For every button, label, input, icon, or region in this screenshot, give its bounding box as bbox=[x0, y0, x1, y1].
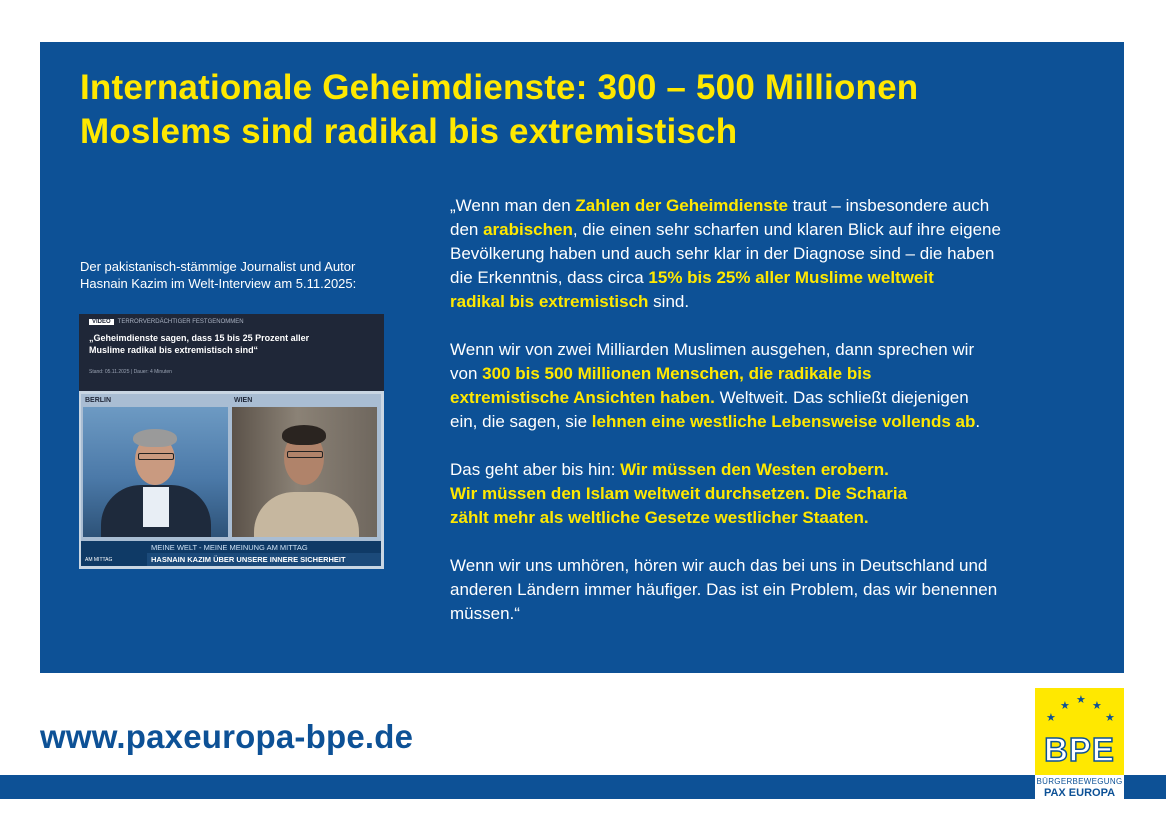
presenter-video bbox=[83, 407, 228, 537]
video-frame bbox=[81, 394, 381, 566]
logo-subtitle: BÜRGERBEWEGUNG bbox=[1036, 777, 1123, 786]
text-run: sind. bbox=[648, 292, 690, 311]
text-run: . bbox=[975, 412, 981, 431]
quote-paragraph bbox=[450, 194, 1110, 314]
image-caption bbox=[80, 258, 400, 292]
interview-screenshot bbox=[79, 314, 384, 569]
star-icon: ★ bbox=[1046, 712, 1056, 724]
headline-line: Moslems sind radikal bis extremistisch bbox=[80, 112, 738, 151]
website-url[interactable]: www.paxeuropa-bpe.de bbox=[40, 718, 414, 755]
logo-background bbox=[1035, 688, 1124, 775]
quote-paragraph bbox=[450, 554, 1110, 626]
quote-line bbox=[450, 242, 1110, 266]
quote-paragraph bbox=[450, 458, 1110, 530]
text-run: ein, die sagen, sie bbox=[450, 412, 592, 431]
text-run: Wenn wir uns umhören, hören wir auch das bei uns in Deutschland und bbox=[450, 556, 988, 575]
location-label-left: BERLIN bbox=[85, 397, 112, 404]
text-run: von bbox=[450, 364, 483, 383]
text-run: müssen.“ bbox=[450, 604, 520, 623]
video-tag: VIDEO bbox=[89, 319, 114, 325]
presenter-shirt bbox=[143, 487, 169, 527]
logo-name: PAX EUROPA bbox=[1043, 787, 1116, 799]
star-icon: ★ bbox=[1076, 694, 1086, 706]
text-run: anderen Ländern immer häufiger. Das ist ein Problem, das wir benennen bbox=[450, 580, 998, 599]
tv-lower-third bbox=[81, 541, 381, 566]
quote-line bbox=[450, 458, 1110, 482]
guest-video bbox=[232, 407, 377, 537]
highlight: 15% bis 25% aller Muslime weltweit bbox=[648, 268, 934, 287]
presenter-hair bbox=[133, 429, 177, 447]
quote-line bbox=[450, 338, 1110, 362]
video-title bbox=[89, 332, 379, 356]
star-icon: ★ bbox=[1060, 700, 1070, 712]
highlight: Zahlen der Geheimdienste bbox=[575, 196, 788, 215]
quote-line bbox=[450, 194, 1110, 218]
video-meta: Stand: 05.11.2025 | Dauer: 4 Minuten bbox=[89, 369, 172, 375]
video-category: TERRORVERDÄCHTIGER FESTGENOMMEN bbox=[117, 319, 244, 325]
quote-line bbox=[450, 410, 1110, 434]
text-run: traut – insbesondere auch bbox=[787, 196, 990, 215]
lower-third-topic: HASNAIN KAZIM ÜBER UNSERE INNERE SICHERHEIT bbox=[151, 555, 346, 564]
quote-line bbox=[450, 290, 1110, 314]
quote-paragraph bbox=[450, 338, 1110, 434]
text-run: Das geht aber bis hin: bbox=[450, 460, 621, 479]
footer-bar bbox=[0, 775, 1166, 799]
guest-hair bbox=[282, 425, 326, 445]
quote-line bbox=[450, 554, 1110, 578]
quote-line bbox=[450, 386, 1110, 410]
quote-line bbox=[450, 506, 1110, 530]
text-run: Bevölkerung haben und auch sehr klar in der Diagnose sind – die haben bbox=[450, 244, 995, 263]
headline bbox=[80, 66, 918, 154]
highlight: 300 bis 500 Millionen Menschen, die radikale bis bbox=[482, 364, 872, 383]
text-run: die Erkenntnis, dass circa bbox=[450, 268, 649, 287]
lower-third-show: MEINE WELT - MEINE MEINUNG AM MITTAG bbox=[151, 543, 308, 552]
guest-glasses bbox=[287, 451, 323, 458]
quote-line bbox=[450, 362, 1110, 386]
caption-line: Der pakistanisch-stämmige Journalist und Autor bbox=[80, 259, 356, 274]
video-title-line: „Geheimdienste sagen, dass 15 bis 25 Prozent aller bbox=[89, 333, 310, 343]
quote-line bbox=[450, 266, 1110, 290]
guest-sweater bbox=[254, 492, 359, 537]
quote-text bbox=[450, 194, 1110, 650]
show-badge: AM MITTAG bbox=[85, 557, 113, 563]
highlight: radikal bis extremistisch bbox=[450, 292, 649, 311]
highlight: lehnen eine westliche Lebensweise vollends ab bbox=[591, 412, 976, 431]
bpe-logo bbox=[1035, 688, 1124, 801]
video-title-line: Muslime radikal bis extremistisch sind“ bbox=[89, 345, 259, 355]
text-run: Weltweit. Das schließt diejenigen bbox=[714, 388, 969, 407]
quote-line bbox=[450, 482, 1110, 506]
highlight: Wir müssen den Westen erobern. bbox=[620, 460, 889, 479]
text-run: „Wenn man den bbox=[450, 196, 576, 215]
presenter-glasses bbox=[138, 453, 174, 460]
logo-wordmark: BPE bbox=[1044, 731, 1115, 768]
location-label-right: WIEN bbox=[234, 397, 253, 404]
star-icon: ★ bbox=[1105, 712, 1115, 724]
screenshot-tagrow bbox=[89, 319, 244, 325]
quote-line bbox=[450, 218, 1110, 242]
main-panel bbox=[40, 42, 1124, 673]
screenshot-header bbox=[79, 314, 384, 391]
highlight: extremistische Ansichten haben. bbox=[450, 388, 715, 407]
highlight: Wir müssen den Islam weltweit durchsetzen. Die Scharia bbox=[450, 484, 908, 503]
text-run: Wenn wir von zwei Milliarden Muslimen ausgehen, dann sprechen wir bbox=[450, 340, 975, 359]
lower-third-topic-bar bbox=[147, 553, 381, 566]
highlight: zählt mehr als weltliche Gesetze westlicher Staaten. bbox=[450, 508, 869, 527]
text-run: , die einen sehr scharfen und klaren Blick auf ihre eigene bbox=[572, 220, 1001, 239]
star-icon: ★ bbox=[1092, 700, 1102, 712]
caption-line: Hasnain Kazim im Welt-Interview am 5.11.2025: bbox=[80, 276, 357, 291]
headline-line: Internationale Geheimdienste: 300 – 500 Millionen bbox=[80, 68, 919, 107]
highlight: arabischen bbox=[483, 220, 573, 239]
quote-line bbox=[450, 578, 1110, 602]
text-run: den bbox=[450, 220, 484, 239]
quote-line bbox=[450, 602, 1110, 626]
